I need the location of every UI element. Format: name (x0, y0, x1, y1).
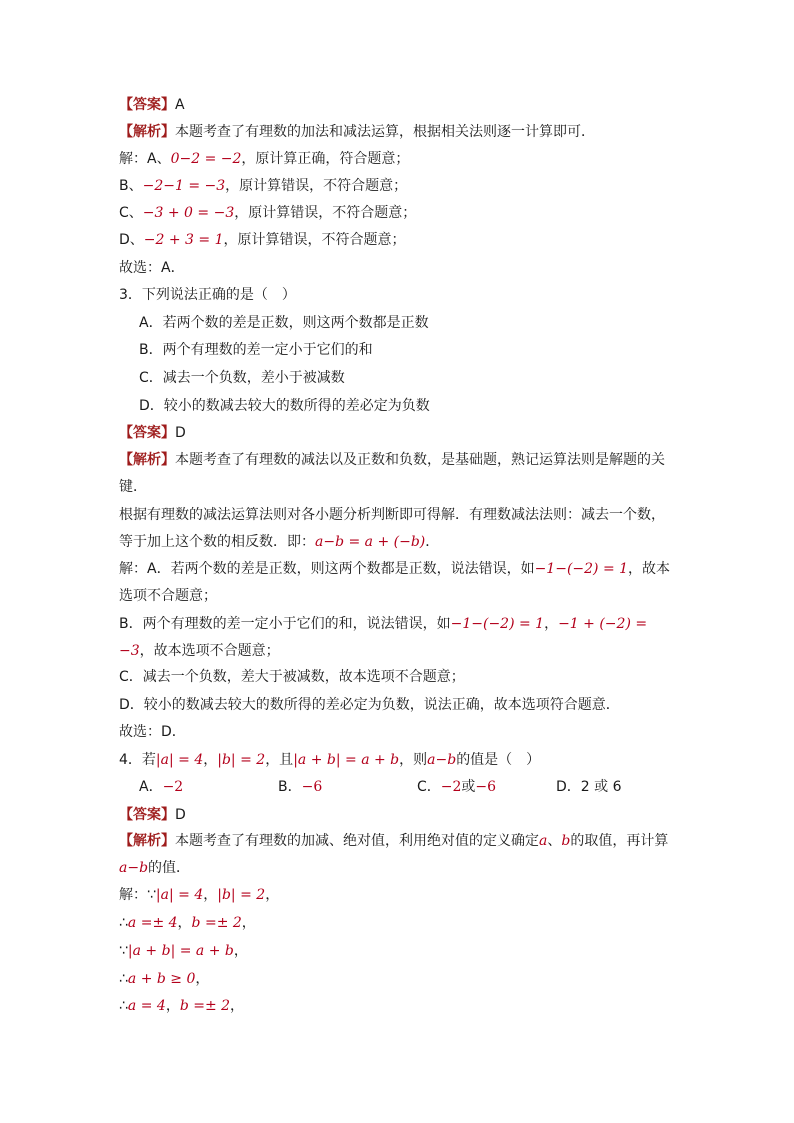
math-expression: |a + b| = a + b (127, 943, 234, 959)
math-expression: b =± 2 (179, 998, 231, 1014)
q2-analysis-line (119, 123, 675, 141)
stem-text: ，且 (265, 752, 294, 768)
q3-solution-c: C．减去一个负数，差大于被减数，故本选项不合题意； (119, 669, 465, 685)
analysis-text: 本题考查了有理数的加减、绝对值，利用绝对值的定义确定 (175, 833, 539, 849)
analysis-text: 的值． (148, 860, 191, 876)
rule-text: 根据有理数的减法运算法则对各小题分析判断即可得解．有理数减法法则：减去一个数，等于加上这个数的相反数．即： (119, 507, 665, 550)
math-expression: a−b (427, 752, 457, 768)
q3-option-b: B．两个有理数的差一定小于它们的和 (139, 342, 373, 358)
solution-prefix: D、 (119, 232, 144, 248)
option-value: −2 (162, 779, 184, 795)
math-expression: 0−2 = −2 (170, 151, 242, 167)
answer-tag: 【答案】 (119, 97, 175, 113)
math-expression: −2−1 = −3 (142, 178, 226, 194)
answer-tag: 【答案】 (119, 425, 175, 441)
math-expression: a =± 4 (127, 915, 178, 931)
q4-solution-3 (119, 942, 675, 960)
solution-text: 解：A．若两个数的差是正数，则这两个数都是正数，说法错误，如 (119, 561, 535, 577)
q4-stem (119, 751, 675, 769)
math-expression: |b| = 2 (217, 752, 266, 768)
math-expression: |b| = 2 (217, 887, 266, 903)
answer-value: D (175, 807, 186, 823)
option-or: 或 (461, 779, 476, 795)
separator: ， (230, 998, 245, 1014)
stem-text: 的值是（ ） (456, 752, 541, 768)
option-label: B． (278, 779, 302, 795)
q4-option-c (417, 778, 556, 796)
q4-option-b (278, 778, 417, 796)
answer-value: D (175, 425, 186, 441)
math-expression: −2 + 3 = 1 (143, 232, 224, 248)
analysis-tag: 【解析】 (119, 124, 175, 140)
separator: ， (233, 943, 248, 959)
q4-options (139, 778, 695, 796)
q3-choice: 故选：D． (119, 724, 186, 740)
math-expression: −1 + (−2) = −3 (119, 616, 648, 659)
solution-prefix: ∴ (119, 998, 128, 1014)
analysis-text: 的取值，再计算 (570, 833, 669, 849)
option-label: A． (139, 779, 163, 795)
q2-solution-c (119, 204, 675, 222)
q4-answer-line (119, 806, 675, 824)
q3-answer-line (119, 424, 675, 442)
math-expression: |a| = 4 (155, 887, 204, 903)
solution-end: ，故本选项不合题意； (139, 643, 280, 659)
analysis-text: 本题考查了有理数的减法以及正数和负数，是基础题，熟记运算法则是解题的关键． (119, 452, 665, 495)
analysis-tag: 【解析】 (119, 452, 175, 468)
analysis-tag: 【解析】 (119, 833, 175, 849)
solution-prefix: B、 (119, 178, 143, 194)
q4-solution-5 (119, 997, 675, 1015)
separator: ， (203, 752, 218, 768)
solution-prefix: 解：∵ (119, 887, 156, 903)
solution-text: ，原计算正确，符合题意； (241, 151, 410, 167)
solution-prefix: ∴ (119, 915, 128, 931)
q4-solution-1 (119, 886, 675, 904)
separator: ， (265, 887, 280, 903)
separator: ， (165, 998, 180, 1014)
answer-value: A (175, 97, 185, 113)
stem-text: ，则 (399, 752, 428, 768)
q2-solution-b (119, 177, 675, 195)
solution-text: ，原计算错误，不符合题意； (223, 232, 406, 248)
q3-solution-d: D．较小的数减去较大的数所得的差必定为负数，说法正确，故本选项符合题意． (119, 697, 620, 713)
math-expression: b =± 2 (191, 915, 242, 931)
separator: ， (544, 616, 559, 632)
option-value: −2 (440, 779, 462, 795)
solution-text: B．两个有理数的差一定小于它们的和，说法错误，如 (119, 616, 451, 632)
q4-solution-2 (119, 914, 675, 932)
solution-prefix: ∴ (119, 971, 128, 987)
math-expression: |a| = 4 (155, 752, 204, 768)
q3-solution-a (119, 556, 675, 610)
solution-prefix: ∵ (119, 943, 128, 959)
math-expression: a + b ≥ 0 (127, 971, 196, 987)
math-expression: a (539, 833, 548, 849)
solution-prefix: 解：A、 (119, 151, 171, 167)
q3-stem: 3．下列说法正确的是（ ） (119, 287, 296, 303)
q2-solution-a (119, 150, 675, 168)
math-expression: |a + b| = a + b (293, 752, 400, 768)
q2-choice: 故选：A． (119, 260, 185, 276)
rule-end: ． (425, 534, 440, 550)
solution-prefix: C、 (119, 205, 143, 221)
math-expression: a−b (119, 860, 149, 876)
solution-text: ，原计算错误，不符合题意； (234, 205, 417, 221)
option-label: C． (417, 779, 441, 795)
math-expression: −1−(−2) = 1 (450, 616, 545, 632)
math-expression: a−b = a + (−b) (315, 534, 426, 550)
q4-solution-4 (119, 970, 675, 988)
q4-analysis (119, 828, 675, 882)
separator: 、 (547, 833, 562, 849)
q4-option-a (139, 778, 278, 796)
q3-analysis (119, 447, 675, 501)
math-expression: a = 4 (127, 998, 166, 1014)
q2-solution-d (119, 231, 675, 249)
separator: ， (195, 971, 210, 987)
option-value: −6 (475, 779, 497, 795)
separator: ， (203, 887, 218, 903)
stem-text: 4．若 (119, 752, 156, 768)
analysis-text: 本题考查了有理数的加法和减法运算，根据相关法则逐一计算即可． (175, 124, 595, 140)
solution-text: ，原计算错误，不符合题意； (225, 178, 408, 194)
option-value: −6 (301, 779, 323, 795)
math-expression: b (561, 833, 571, 849)
separator: ， (177, 915, 192, 931)
q4-option-d: D．2 或 6 (556, 779, 622, 795)
separator: ， (241, 915, 256, 931)
solution-end: ，故本选项不合题意； (119, 561, 671, 604)
answer-tag: 【答案】 (119, 807, 175, 823)
q3-option-c: C．减去一个负数，差小于被减数 (139, 370, 345, 386)
math-expression: −3 + 0 = −3 (142, 205, 235, 221)
q3-solution-b (119, 611, 675, 665)
q3-option-d: D．较小的数减去较大的数所得的差必定为负数 (139, 398, 430, 414)
math-expression: −1−(−2) = 1 (534, 561, 629, 577)
q3-rule (119, 502, 675, 556)
q2-answer-line (119, 96, 675, 114)
q3-option-a: A．若两个数的差是正数，则这两个数都是正数 (139, 315, 429, 331)
